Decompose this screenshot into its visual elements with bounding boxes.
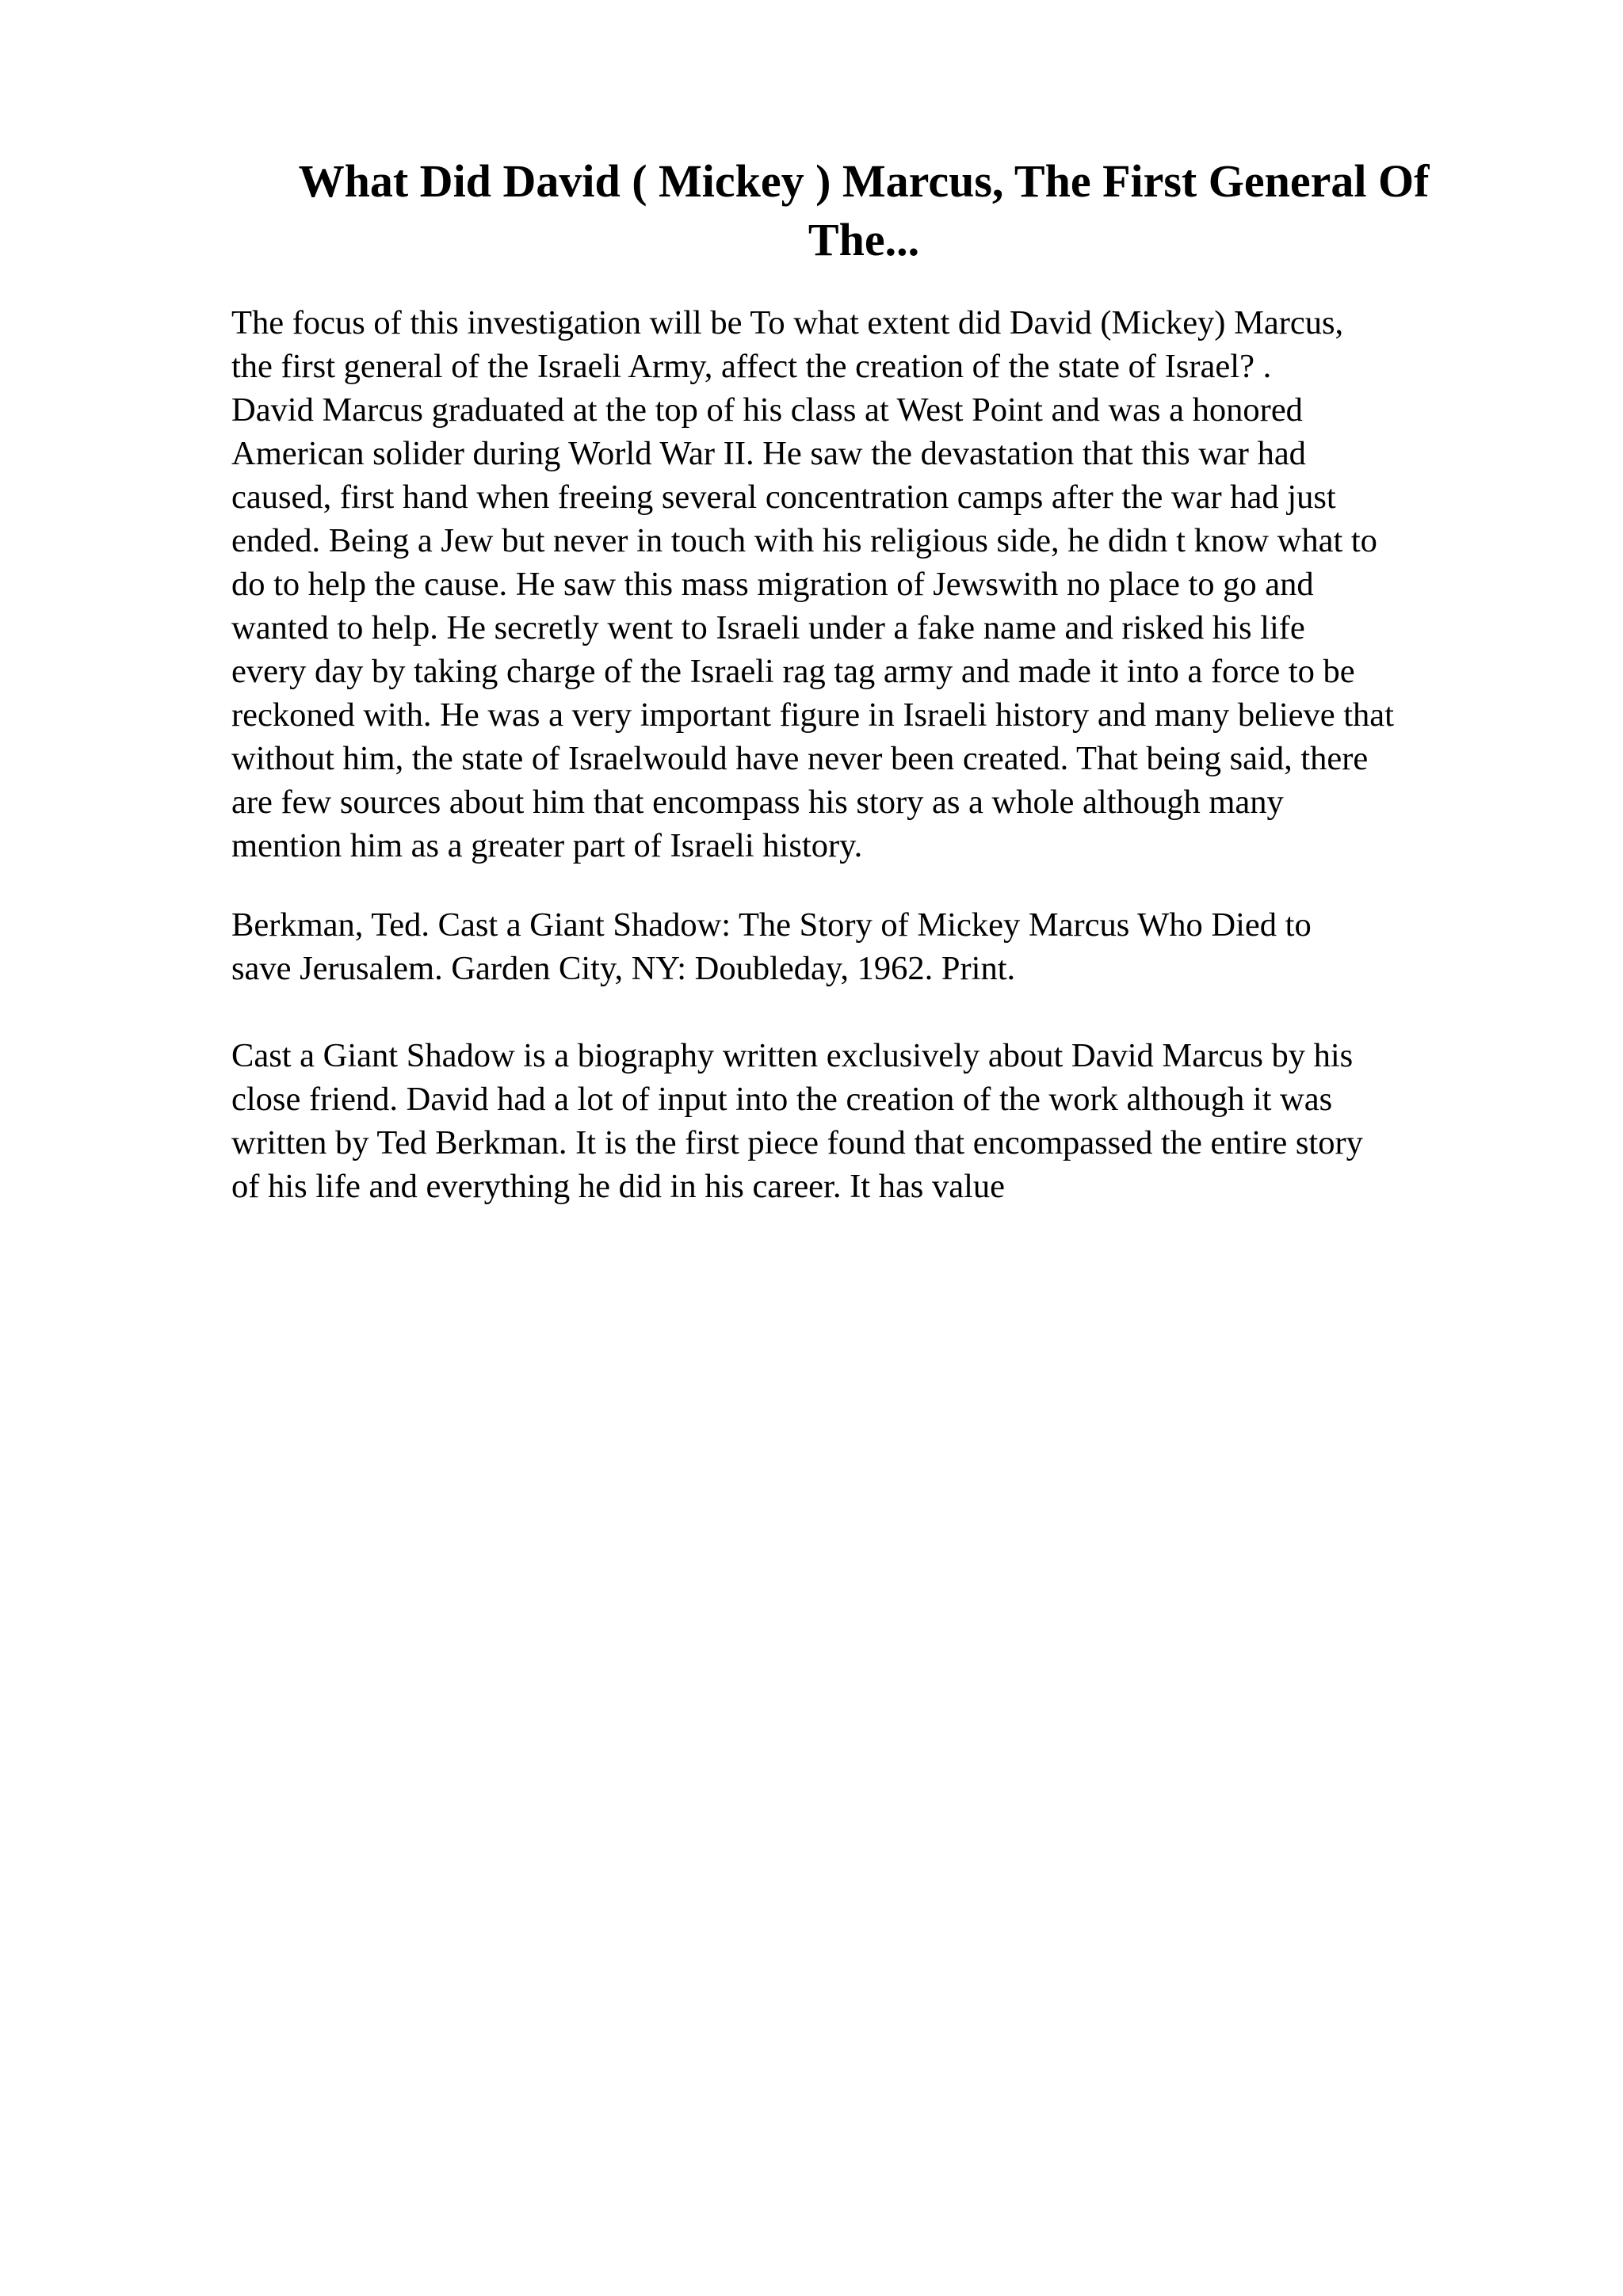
text-line: reckoned with. He was a very important figure in Israeli history and many believe that [231, 696, 1394, 734]
text-line: Berkman, Ted. Cast a Giant Shadow: The Story of Mickey Marcus Who Died to [231, 906, 1312, 944]
text-line: David Marcus graduated at the top of his class at West Point and was a honored [231, 391, 1303, 429]
document-title [238, 152, 1490, 269]
text-line: written by Ted Berkman. It is the first piece found that encompassed the entire story [231, 1124, 1363, 1161]
text-line: every day by taking charge of the Israeli rag tag army and made it into a force to be [231, 653, 1355, 690]
text-line: Cast a Giant Shadow is a biography written exclusively about David Marcus by his [231, 1037, 1354, 1074]
text-line: mention him as a greater part of Israeli history. [231, 827, 863, 864]
text-line: the first general of the Israeli Army, affect the creation of the state of Israel? . [231, 348, 1272, 385]
paragraph-citation [231, 903, 1531, 990]
text-line: close friend. David had a lot of input into the creation of the work although it was [231, 1081, 1333, 1118]
text-line: of his life and everything he did in his career. It has value [231, 1168, 1006, 1205]
title-line: What Did David ( Mickey ) Marcus, The First General Of [298, 155, 1430, 207]
text-line: are few sources about him that encompass his story as a whole although many [231, 784, 1284, 821]
title-line: The... [808, 214, 920, 265]
text-line: wanted to help. He secretly went to Israeli under a fake name and risked his life [231, 609, 1305, 646]
text-line: save Jerusalem. Garden City, NY: Doubleday, 1962. Print. [231, 950, 1016, 987]
text-line: do to help the cause. He saw this mass migration of Jewswith no place to go and [231, 566, 1314, 603]
text-line: without him, the state of Israelwould have never been created. That being said, there [231, 740, 1369, 777]
text-line: The focus of this investigation will be To what extent did David (Mickey) Marcus, [231, 304, 1344, 341]
text-line: ended. Being a Jew but never in touch with his religious side, he didn t know what to [231, 522, 1377, 559]
text-line: American solider during World War II. He saw the devastation that this war had [231, 435, 1306, 472]
text-line: caused, first hand when freeing several concentration camps after the war had just [231, 479, 1336, 516]
paragraph-source-evaluation [231, 1034, 1531, 1208]
paragraph-introduction [231, 301, 1531, 868]
